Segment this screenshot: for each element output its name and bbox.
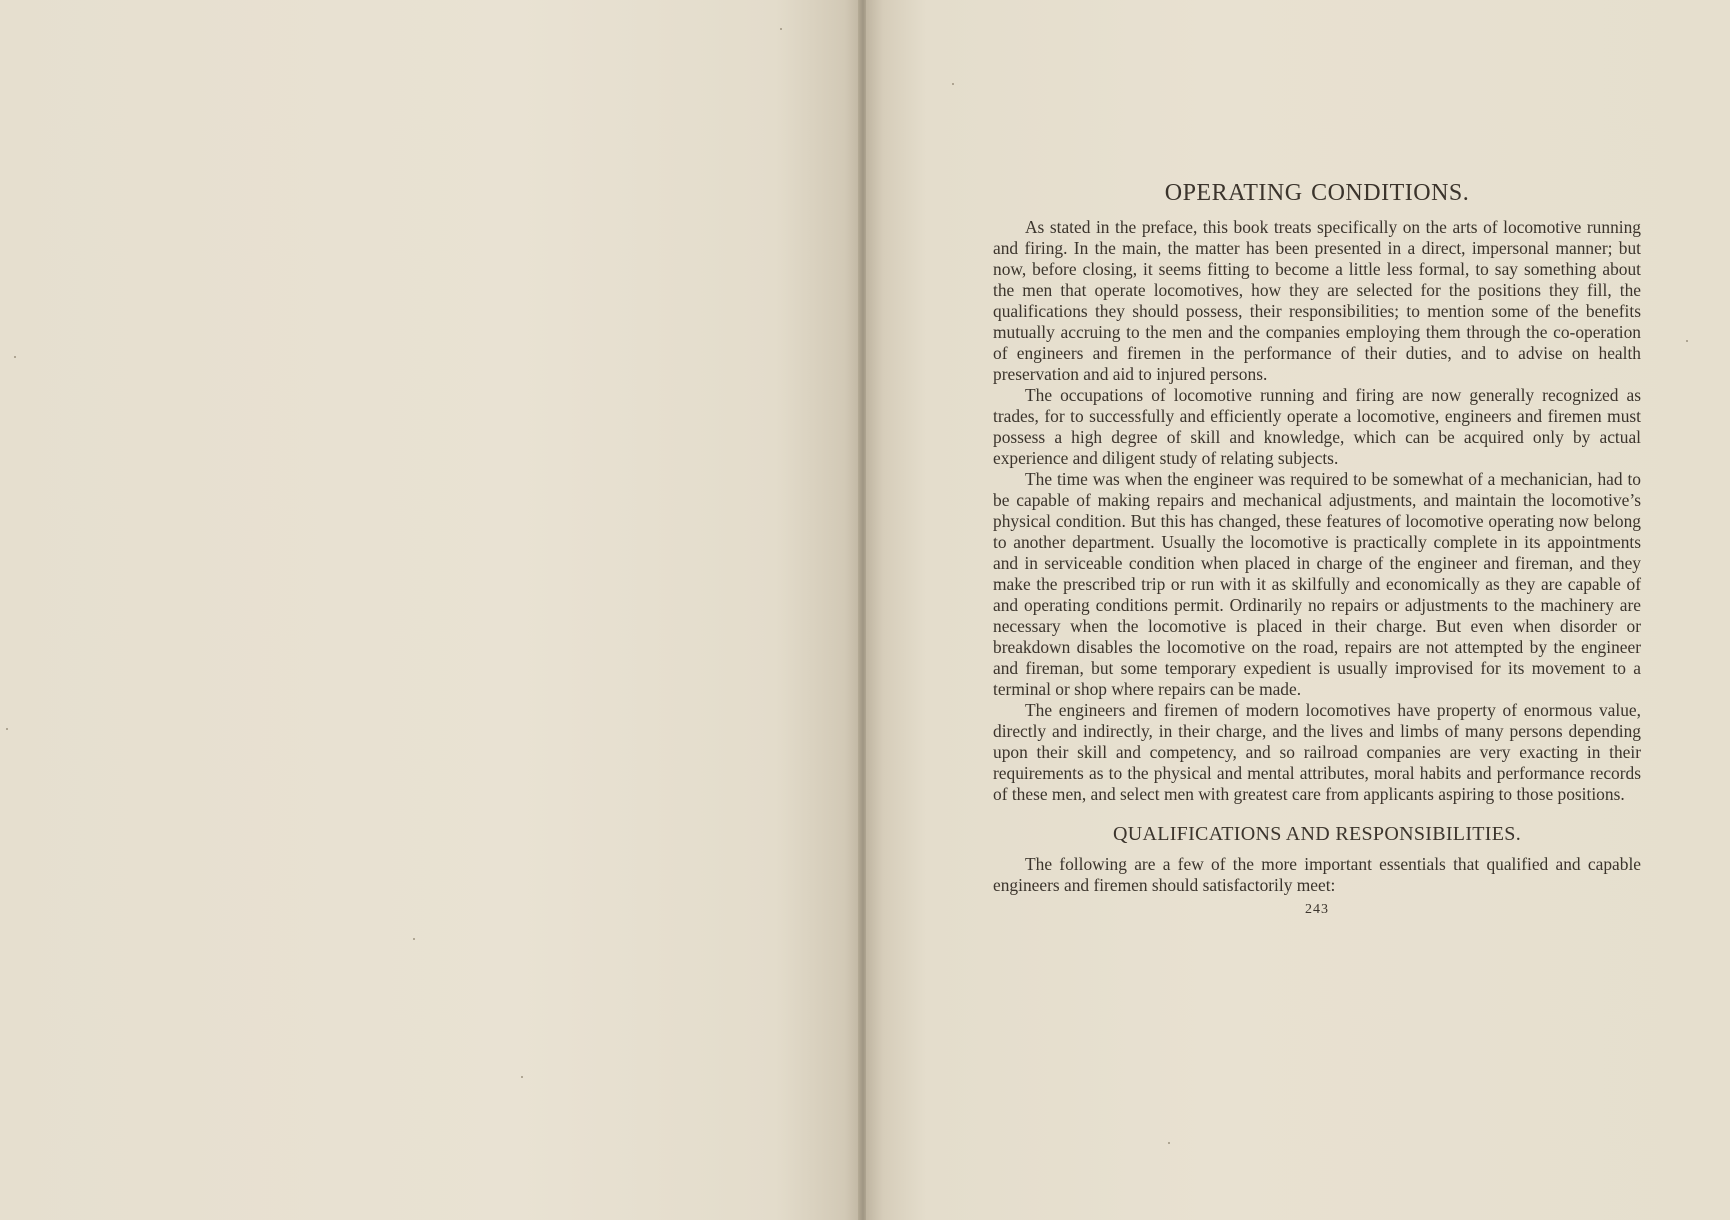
- paper-speck: [1686, 340, 1688, 342]
- paper-speck: [14, 356, 16, 358]
- paper-speck: [952, 83, 954, 85]
- paragraph: The occupations of locomotive running and firing are now generally recognized as trades, for to successfully and efficiently operate a locomotive, engineers and firemen must possess a high degree of skill and knowledge, which can be acquired only by actual experience and diligent study of relating subjects.: [993, 385, 1641, 468]
- paper-speck: [1168, 1142, 1170, 1144]
- page-number: 243: [1305, 902, 1329, 917]
- paragraph: The engineers and firemen of modern locomotives have property of enormous value, directly and indirectly, in their charge, and the lives and limbs of many persons depending upon their skill and competency, and so railroad companies are very exacting in their requirements as to the physical and mental attributes, moral habits and performance records of these men, and select men with greatest care from applicants aspiring to those positions.: [993, 700, 1641, 804]
- paragraph: As stated in the preface, this book treats specifically on the arts of locomotive running and firing. In the main, the matter has been presented in a direct, impersonal manner; but now, before closing, it seems fitting to become a little less formal, to say something about the men that operate locomotives, how they are selected for the positions they fill, the qualifications they should possess, their responsibilities; to mention some of the benefits mutually accruing to the men and the companies employing them through the co-operation of engineers and firemen in the performance of their duties, and to advise on health preservation and aid to injured persons.: [993, 217, 1641, 384]
- paper-speck: [413, 938, 415, 940]
- paper-speck: [521, 1076, 523, 1078]
- section-paragraph: The following are a few of the more important essentials that qualified and capable engineers and firemen should satisfactorily meet:: [993, 854, 1641, 895]
- section-title: QUALIFICATIONS AND RESPONSIBILITIES.: [1112, 823, 1522, 845]
- chapter-title: OPERATING CONDITIONS.: [1164, 180, 1470, 206]
- paper-speck: [6, 728, 8, 730]
- paper-speck: [780, 28, 782, 30]
- right-page-text: [993, 180, 1641, 918]
- paragraph: The time was when the engineer was required to be somewhat of a mechanician, had to be capable of making repairs and mechanical adjustments, and maintain the locomotive’s physical condition. But this has changed, these features of locomotive operating now belong to another department. Usually the locomotive is practically complete in its appointments and in serviceable condition when placed in charge of the engineer and fireman, and they make the prescribed trip or run with it as skilfully and economically as they are capable of and operating conditions permit. Ordinarily no repairs or adjustments to the machinery are necessary when the locomotive is placed in their charge. But even when disorder or breakdown disables the locomotive on the road, repairs are not attempted by the engineer and fireman, but some temporary expedient is usually improvised for its movement to a terminal or shop where repairs can be made.: [993, 469, 1641, 699]
- left-page: [0, 0, 862, 1220]
